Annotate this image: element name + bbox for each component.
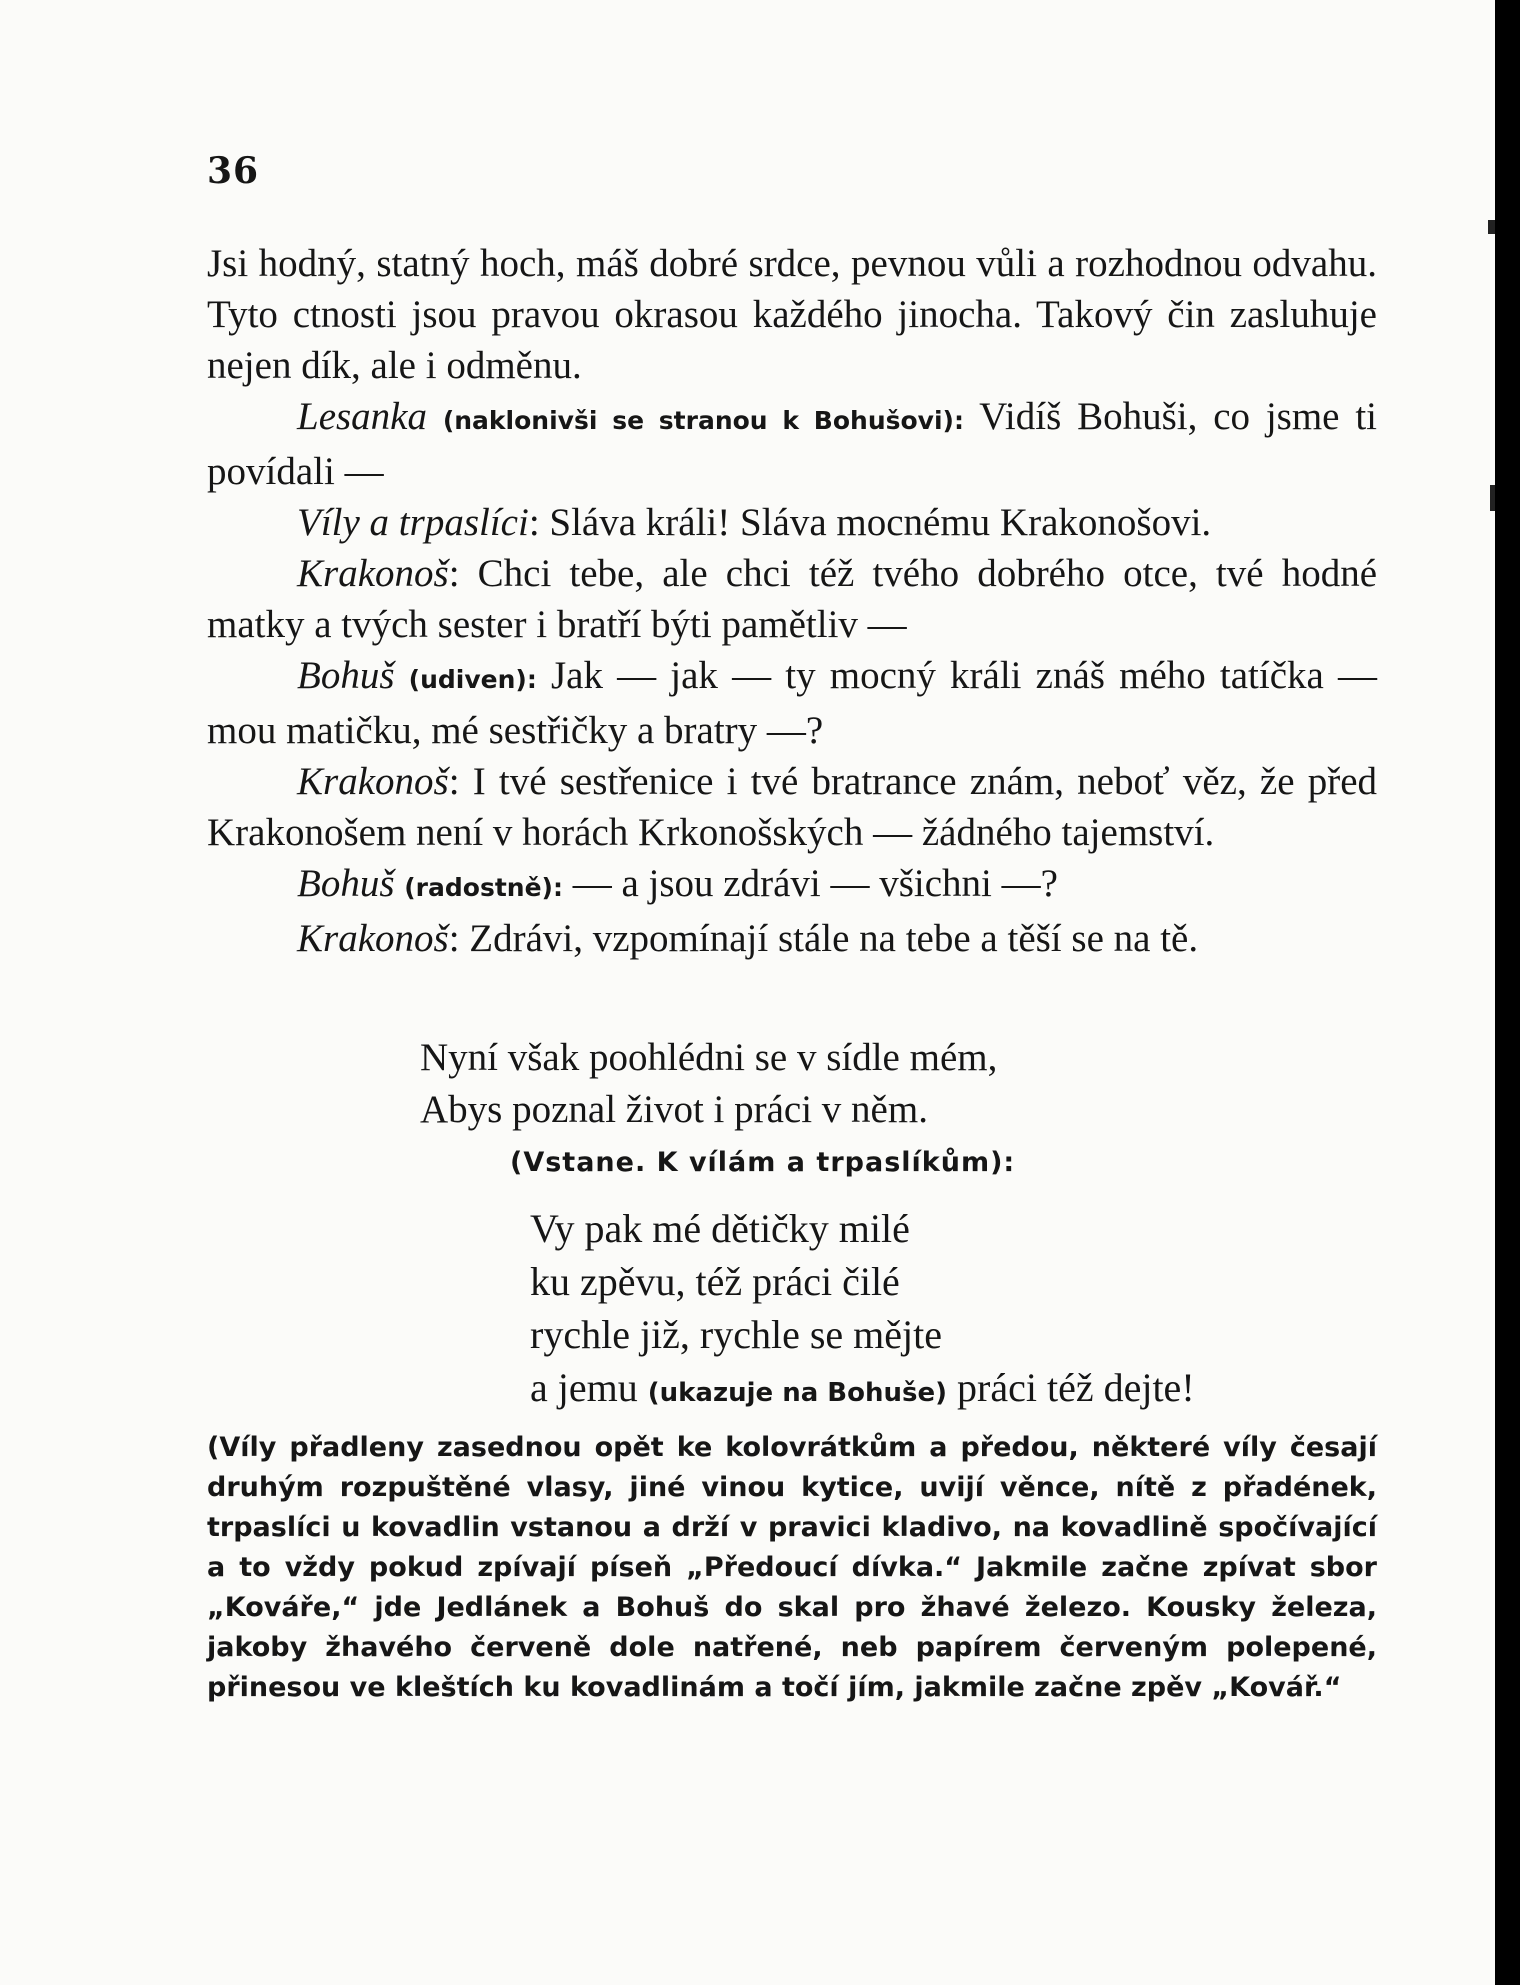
verse-block — [420, 1032, 997, 1136]
speaker-name: Krakonoš — [297, 760, 449, 803]
verse-line: Vy pak mé dětičky milé — [530, 1206, 910, 1251]
stage-direction-inline: (ukazuje na Bohuše) — [647, 1378, 948, 1408]
scan-edge-mark — [1490, 485, 1495, 511]
paragraph-lesanka — [207, 391, 1377, 497]
paragraph-text: : Chci tebe, ale chci též tvého dobrého otce, tvé hodné matky a tvých sester i bratří býti pamětliv — — [207, 552, 1377, 646]
paragraph-text: — a jsou zdrávi — všichni —? — [572, 862, 1058, 905]
paragraph-text: : Sláva králi! Sláva mocnému Krakonošovi. — [528, 501, 1212, 544]
paragraph-text: : Zdrávi, vzpomínají stále na tebe a těší se na tě. — [448, 917, 1199, 960]
paragraph-vily — [207, 497, 1377, 548]
paragraph-krakonos-3 — [207, 913, 1377, 964]
verse-text: práci též dejte! — [957, 1365, 1195, 1410]
speaker-name: Víly a trpaslíci — [297, 501, 529, 544]
speaker-name: Bohuš — [297, 654, 395, 697]
verse-line: ku zpěvu, též práci čilé — [530, 1259, 900, 1304]
verse-line: rychle již, rychle se mějte — [530, 1312, 943, 1357]
stage-direction-block: (Víly přadleny zasednou opět ke kolovrátkům a předou, některé víly česají druhým rozpuštěné vlasy, jiné vinou kytice, uvijí věnce, nítě z přadének, trpaslíci u kovadlin vstanou a drží v pravici kladivo, na kovadlině spočívající a to vždy pokud zpívají píseň „Předoucí dívka.“ Jakmile začne zpívat sbor „Kováře,“ jde Jedlánek a Bohuš do skal pro žhavé železo. Kousky železa, jakoby žhavého červeně dole natřené, neb papírem červeným polepené, přinesou ve kleštích ku kovadlinám a točí jím, jakmile začne zpěv „Kovář.“ — [207, 1432, 1377, 1703]
verse-line: Abys poznal život i práci v něm. — [420, 1088, 928, 1131]
paragraph-krakonos-2 — [207, 756, 1377, 858]
stage-heading: (Vstane. K vílám a trpaslíkům): — [510, 1147, 1016, 1178]
scan-edge-mark — [1488, 220, 1495, 234]
speaker-name: Krakonoš — [297, 552, 449, 595]
verse-line: Nyní však poohlédni se v sídle mém, — [420, 1036, 998, 1079]
page-number: 36 — [207, 150, 260, 192]
stage-direction-inline: (udiven): — [408, 665, 537, 694]
verse-line-last — [530, 1361, 1195, 1420]
paragraph-text: : I tvé sestřenice i tvé bratrance znám, neboť věz, že před Krakonošem není v horách Krkonošských — žádného tajemství. — [207, 760, 1377, 854]
speaker-name: Krakonoš — [297, 917, 449, 960]
paragraph-1 — [207, 238, 1377, 391]
paragraph-text: Jak — jak — ty mocný králi znáš mého tatíčka — mou matičku, mé sestřičky a bratry —? — [207, 654, 1377, 752]
paragraph-text: Jsi hodný, statný hoch, máš dobré srdce, pevnou vůli a rozhodnou odvahu. Tyto ctnosti jsou pravou okrasou každého jinocha. Takový čin zasluhuje nejen dík, ale i odměnu. — [207, 242, 1377, 387]
paragraph-bohus-1 — [207, 650, 1377, 756]
paragraph-text: Vidíš Bohuši, co jsme ti povídali — — [207, 395, 1377, 493]
verse-text: a jemu — [530, 1365, 638, 1410]
paragraph-krakonos-1 — [207, 548, 1377, 650]
paragraph-bohus-2 — [207, 858, 1377, 913]
speaker-name: Lesanka — [297, 395, 427, 438]
stage-direction-inline: (radostně): — [404, 873, 563, 902]
speaker-name: Bohuš — [297, 862, 395, 905]
dialogue-prose — [207, 238, 1377, 964]
stage-direction-inline: (naklonivši se stranou k Bohušovi): — [442, 406, 964, 435]
song-verse-block — [530, 1202, 1195, 1420]
